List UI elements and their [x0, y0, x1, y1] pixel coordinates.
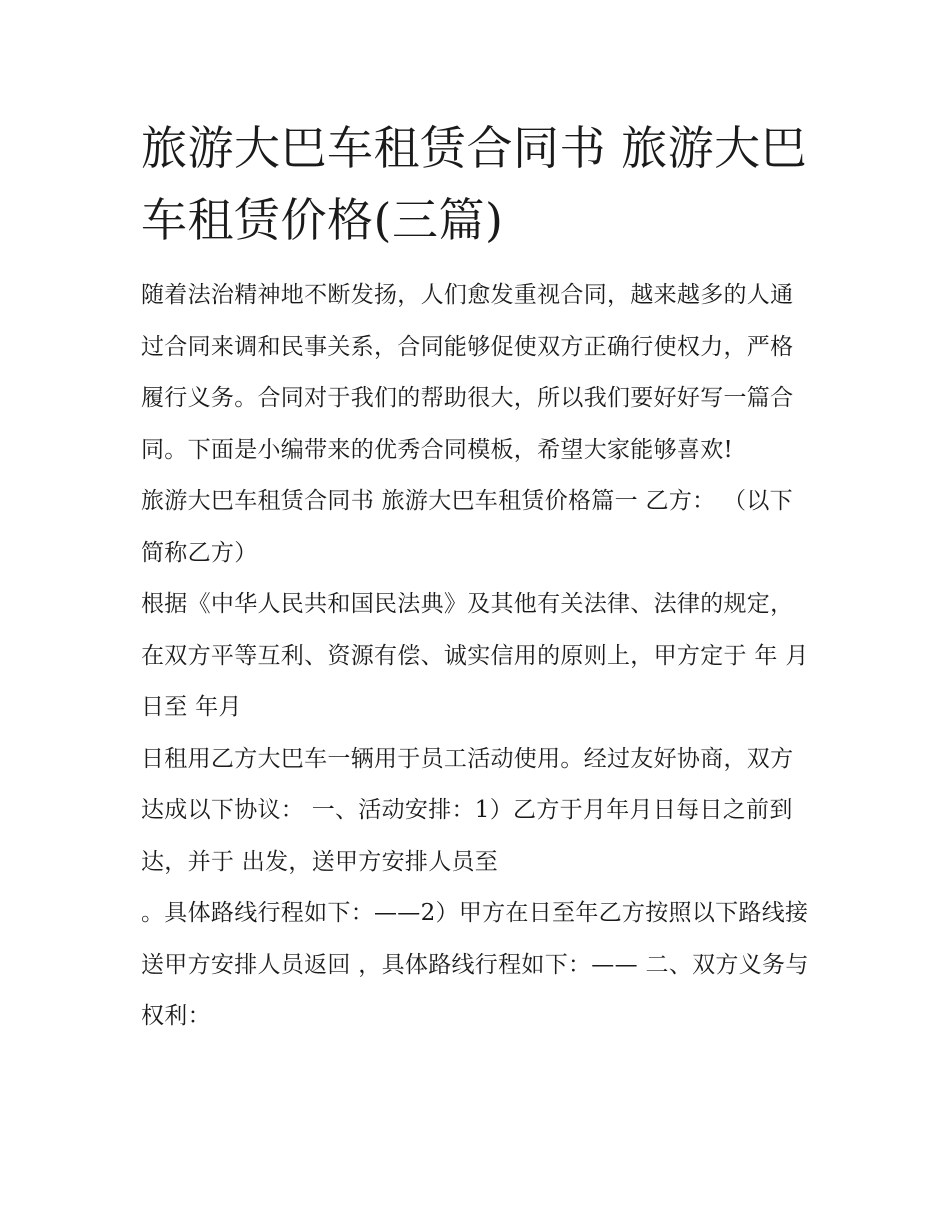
paragraph-legal-basis: 根据《中华人民共和国民法典》及其他有关法律、法律的规定，在双方平等互利、资源有偿、诚实信用的原则上，甲方定于 年 月 日至 年月 [141, 591, 809, 720]
paragraph-agreement: 日租用乙方大巴车一辆用于员工活动使用。经过友好协商，双方达成以下协议： 一、活动安排：1）乙方于月年月日每日之前到达，并于 出发，送甲方安排人员至 [141, 745, 794, 875]
document-body [141, 112, 811, 1043]
paragraph-route: 。具体路线行程如下：——2）甲方在日至年乙方按照以下路线接送甲方安排人员返回 ，具体路线行程如下：—— 二、双方义务与权利： [141, 900, 809, 1029]
paragraph-contract-heading: 旅游大巴车租赁合同书 旅游大巴车租赁价格篇一 乙方： （以下简称乙方） [141, 488, 793, 566]
paragraph-intro: 随着法治精神地不断发扬，人们愈发重视合同，越来越多的人通过合同来调和民事关系，合同能够促使双方正确行使权力，严格履行义务。合同对于我们的帮助很大，所以我们要好好写一篇合同。下面是小编带来的优秀合同模板，希望大家能够喜欢! [141, 282, 794, 463]
document-title: 旅游大巴车租赁合同书 旅游大巴车租赁价格(三篇) [141, 121, 808, 247]
